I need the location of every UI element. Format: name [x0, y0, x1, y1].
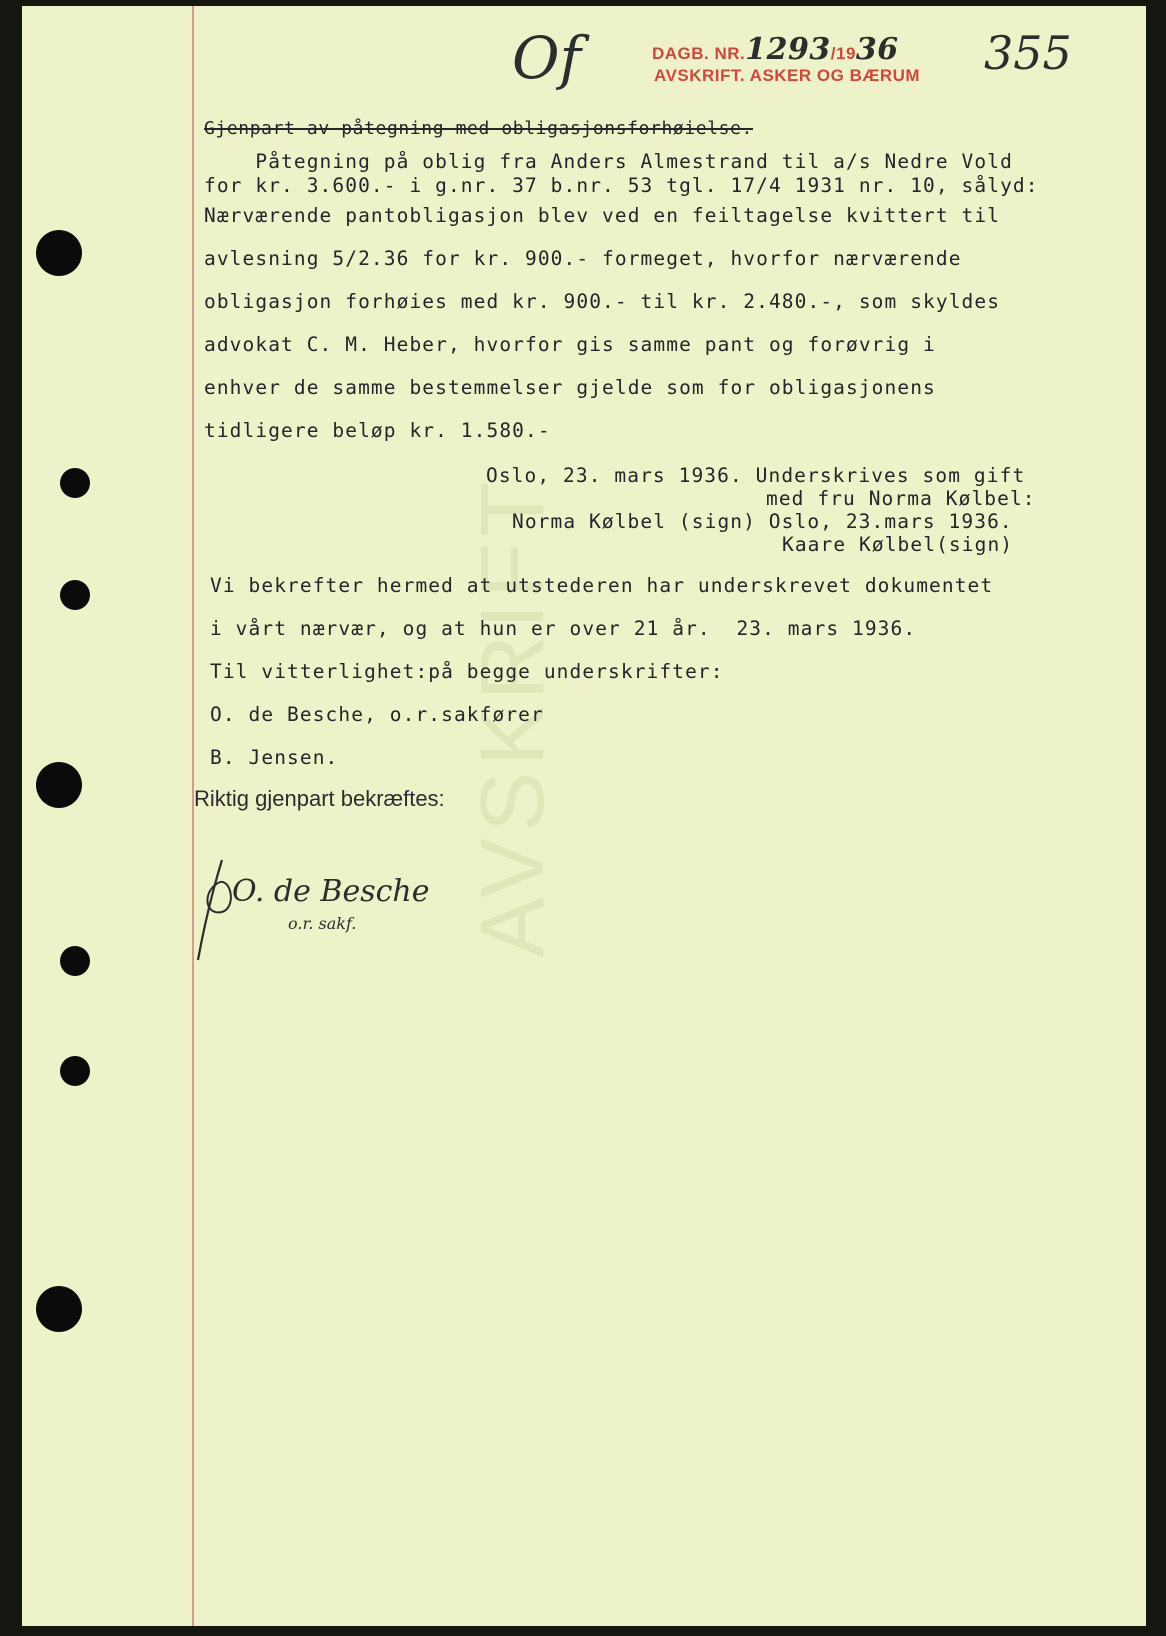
signature-stroke [192, 856, 432, 966]
handwritten-page-number: 355 [984, 26, 1072, 80]
signature-text: O. de Besche [232, 874, 430, 909]
punch-hole [60, 946, 90, 976]
witness-line: Til vitterlighet:på begge underskrifter: [210, 660, 724, 683]
body-line: tidligere beløp kr. 1.580.- [204, 419, 551, 442]
punch-hole [36, 762, 82, 808]
signing-line: Oslo, 23. mars 1936. Underskrives som gift [486, 464, 1026, 487]
punch-hole [36, 230, 82, 276]
body-line: obligasjon forhøies med kr. 900.- til kr. 2.480.-, som skyldes [204, 290, 1001, 313]
body-line: Påtegning på oblig fra Anders Almestrand til a/s Nedre Vold [204, 150, 1013, 173]
signing-line: med fru Norma Kølbel: [766, 487, 1036, 510]
handwritten-initial: Of [512, 24, 582, 92]
punch-hole [60, 468, 90, 498]
faint-watermark: AVSKRIFT [463, 476, 563, 958]
stamp-year-prefix: /19 [830, 44, 856, 63]
signing-line: Norma Kølbel (sign) Oslo, 23.mars 1936. [512, 510, 1013, 533]
document-page [22, 6, 1146, 1626]
witness-line: B. Jensen. [210, 746, 339, 769]
certification-text: Riktig gjenpart bekræftes: [194, 786, 445, 811]
witness-line: i vårt nærvær, og at hun er over 21 år. 23. mars 1936. [210, 617, 917, 640]
journal-stamp [652, 32, 899, 67]
signature-title: o.r. sakf. [288, 914, 357, 933]
witness-line: Vi bekrefter hermed at utstederen har underskrevet dokumentet [210, 574, 994, 597]
body-line: advokat C. M. Heber, hvorfor gis samme pant og forøvrig i [204, 333, 936, 356]
signing-line: Kaare Kølbel(sign) [782, 533, 1014, 556]
stamp-subtitle: AVSKRIFT. ASKER OG BÆRUM [654, 66, 921, 85]
stamp-year: 36 [855, 32, 899, 67]
document-heading: Gjenpart av påtegning med obligasjonsforhøielse. [204, 118, 753, 139]
stamp-number: 1293 [745, 32, 831, 67]
margin-line [192, 6, 194, 1626]
body-line: Nærværende pantobligasjon blev ved en feiltagelse kvittert til [204, 204, 1001, 227]
punch-hole [60, 580, 90, 610]
witness-line: O. de Besche, o.r.sakfører [210, 703, 544, 726]
body-line: avlesning 5/2.36 for kr. 900.- formeget, hvorfor nærværende [204, 247, 962, 270]
punch-hole [60, 1056, 90, 1086]
punch-hole [36, 1286, 82, 1332]
stamp-label: DAGB. NR. [652, 44, 746, 63]
handwritten-signature [192, 856, 432, 970]
body-line: for kr. 3.600.- i g.nr. 37 b.nr. 53 tgl. 17/4 1931 nr. 10, sålyd: [204, 174, 1039, 197]
body-line: enhver de samme bestemmelser gjelde som for obligasjonens [204, 376, 936, 399]
